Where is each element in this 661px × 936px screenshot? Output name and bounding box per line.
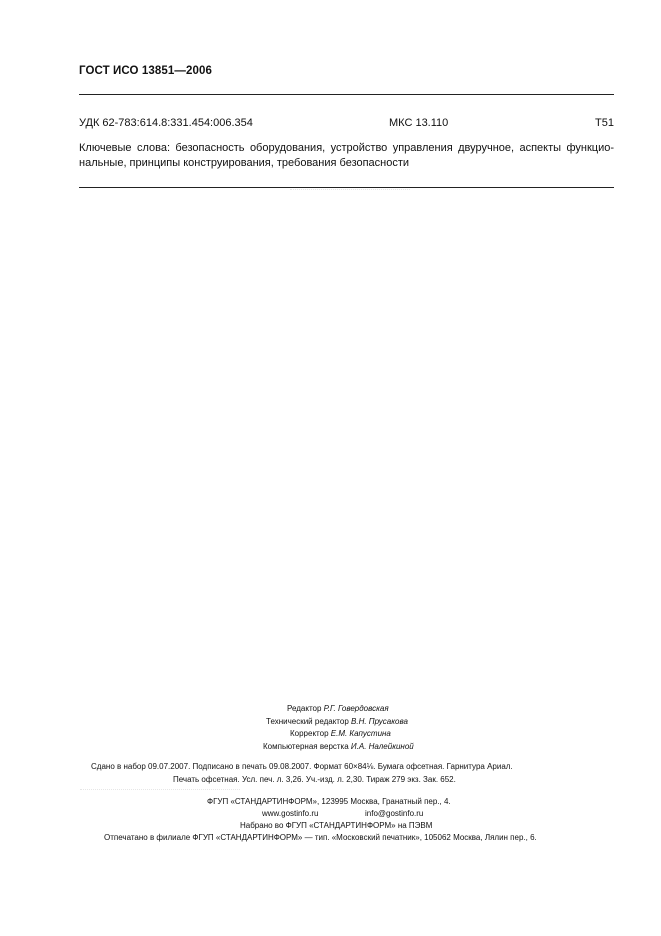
layout-name: И.А. Налейкиной: [350, 741, 414, 751]
classification-row: [79, 117, 614, 131]
printed-by-info: Отпечатано в филиале ФГУП «СТАНДАРТИНФОРМ» — тип. «Московский печатник», 105062 Москва, Лялин пер., 6.: [104, 833, 537, 842]
credit-tech-editor: [266, 716, 408, 729]
tech-editor-name: В.Н. Прусакова: [351, 716, 408, 726]
editor-label: Редактор: [287, 704, 322, 713]
keywords-divider: [79, 187, 614, 188]
mks-code: МКС 13.110: [389, 117, 449, 129]
credit-corrector: [290, 728, 391, 741]
group-code: Т51: [595, 117, 614, 129]
standard-title: ГОСТ ИСО 13851—2006: [79, 65, 212, 77]
editor-name: Р.Г. Говердовская: [323, 704, 389, 713]
print-info-line-1: Сдано в набор 09.07.2007. Подписано в печать 09.08.2007. Формат 60×84⅛. Бумага офсетная. Гарнитура Ариал.: [91, 762, 513, 771]
credit-editor: [287, 703, 389, 716]
top-divider: [79, 94, 614, 95]
publisher-website: www.gostinfo.ru: [262, 809, 319, 818]
layout-label: Компьютерная верстка: [263, 741, 349, 751]
publisher-address: ФГУП «СТАНДАРТИНФОРМ», 123995 Москва, Гранатный пер., 4.: [207, 797, 451, 806]
tech-editor-label: Технический редактор: [266, 716, 349, 726]
corrector-label: Корректор: [290, 729, 329, 738]
keywords-block: [79, 141, 614, 171]
scan-artifact: [290, 189, 410, 190]
keywords-line-1: Ключевые слова: безопасность оборудования, устройство управления двуручное, аспекты функцио-: [79, 142, 614, 154]
keywords-line-2: нальные, принципы конструирования, требования безопасности: [79, 157, 410, 169]
credit-layout: [263, 741, 414, 754]
scan-artifact-2: [80, 789, 240, 790]
corrector-name: Е.М. Капустина: [330, 729, 391, 738]
publisher-email: info@gostinfo.ru: [365, 809, 424, 818]
udc-code: УДК 62-783:614.8:331.454:006.354: [79, 117, 253, 129]
print-info-line-2: Печать офсетная. Усл. печ. л. 3,26. Уч.-изд. л. 2,30. Тираж 279 экз. Зак. 652.: [173, 774, 456, 784]
typeset-info: Набрано во ФГУП «СТАНДАРТИНФОРМ» на ПЭВМ: [240, 821, 433, 830]
